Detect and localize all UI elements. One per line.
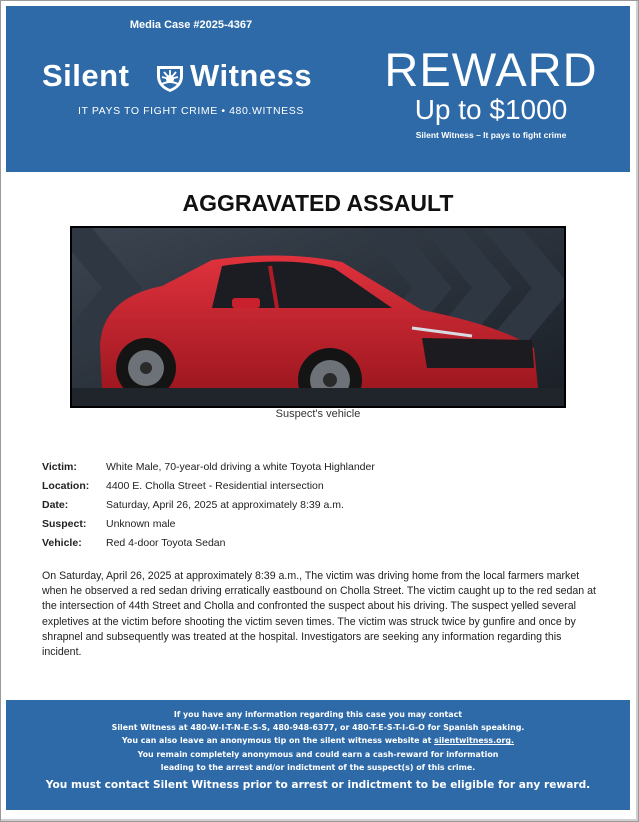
reward-heading: REWARD: [384, 43, 598, 96]
fact-value: 4400 E. Cholla Street - Residential intersection: [106, 480, 324, 492]
fact-vehicle: [42, 537, 602, 556]
fact-label: Location:: [42, 480, 90, 492]
fact-label: Date:: [42, 499, 69, 511]
footer-banner: [6, 700, 630, 810]
fact-value: Saturday, April 26, 2025 at approximately 8:39 a.m.: [106, 499, 344, 511]
brand-tagline: IT PAYS TO FIGHT CRIME • 480.WITNESS: [78, 105, 304, 117]
website-link[interactable]: silentwitness.org.: [434, 736, 515, 746]
suspect-vehicle-photo: [70, 226, 566, 408]
reward-tagline: Silent Witness – It pays to fight crime: [415, 130, 567, 140]
case-facts: [42, 461, 602, 556]
case-title: AGGRAVATED ASSAULT: [182, 190, 454, 216]
fact-label: Victim:: [42, 461, 77, 473]
fact-value: Red 4-door Toyota Sedan: [106, 537, 226, 549]
footer-line: If you have any information regarding this case you may contact: [173, 710, 463, 719]
fact-value: White Male, 70-year-old driving a white Toyota Highlander: [106, 461, 375, 473]
incident-narrative: On Saturday, April 26, 2025 at approximately 8:39 a.m., The victim was driving home from the local farmers market when he observed a red sedan driving erratically eastbound on Cholla Street. The victim caught up to the red sedan at the intersection of 44th Street and Cholla and confronted the suspect about his driving. The suspect yelled several expletives at the victim before shooting the victim seven times. The victim was struck twice by gunfire and once by shrapnel and subsequently was treated at the hospital. Investigators are seeking any information regarding this incident.: [42, 570, 596, 659]
footer-line: Silent Witness at 480-W-I-T-N-E-S-S, 480-948-6377, or 480-T-E-S-T-I-G-O for Spanish speaking.: [111, 723, 525, 733]
brand-word-silent: Silent: [42, 58, 130, 93]
brand-logo: [42, 58, 338, 98]
footer-eligibility-notice: You must contact Silent Witness prior to arrest or indictment to be eligible for any reward.: [45, 779, 591, 792]
fact-suspect: [42, 518, 602, 537]
shield-sun-icon: [153, 60, 187, 94]
fact-label: Suspect:: [42, 518, 87, 530]
footer-line-prefix: You can also leave an anonymous tip on the silent witness website at: [121, 736, 435, 746]
footer-line-website: [6, 734, 630, 747]
header-banner: [6, 6, 630, 172]
brand-word-witness: Witness: [190, 58, 313, 93]
fact-date: [42, 499, 602, 518]
footer-line: leading to the arrest and/or indictment of the suspect(s) of this crime.: [160, 762, 476, 772]
fact-value: Unknown male: [106, 518, 176, 530]
fact-label: Vehicle:: [42, 537, 82, 549]
media-case-number: Media Case #2025-4367: [129, 19, 253, 31]
footer-line: You remain completely anonymous and could earn a cash-reward for information: [137, 749, 499, 759]
fact-location: [42, 480, 602, 499]
reward-amount: Up to $1000: [414, 94, 568, 125]
fact-victim: [42, 461, 602, 480]
photo-caption: Suspect's vehicle: [275, 408, 361, 420]
